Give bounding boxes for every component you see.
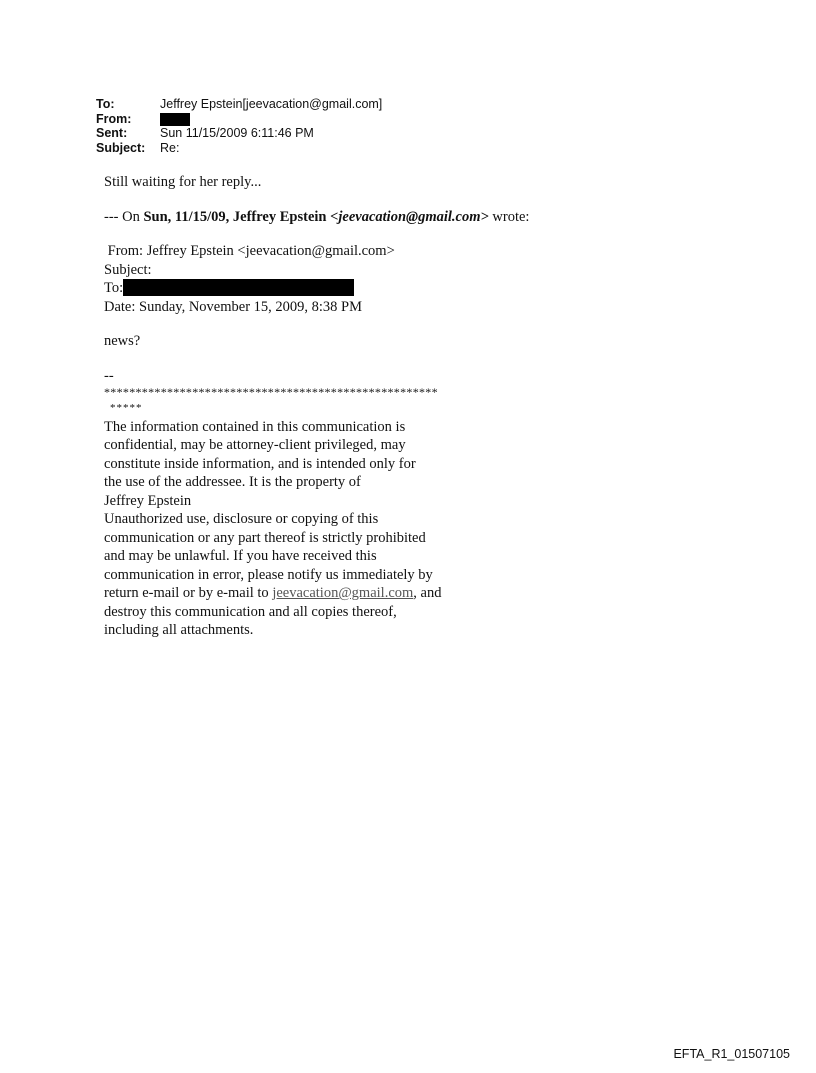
- quoted-to: [104, 279, 529, 298]
- document-id: EFTA_R1_01507105: [673, 1047, 790, 1061]
- subject-value: Re:: [160, 140, 180, 155]
- subject-label: Subject:: [96, 140, 146, 155]
- disclaimer-line: Unauthorized use, disclosure or copying of this: [104, 511, 379, 527]
- disclaimer-line: destroy this communication and all copies thereof,: [104, 603, 397, 620]
- disclaimer: [104, 418, 529, 640]
- signature-stars-long: *****************************************************: [104, 385, 438, 399]
- quoted-message: news?: [104, 333, 141, 349]
- disclaimer-line: the use of the addressee. It is the property of: [104, 474, 361, 490]
- disclaimer-line: and may be unlawful. If you have received this: [104, 548, 377, 564]
- disclaimer-return-prefix: return e-mail or by e-mail to: [104, 585, 273, 601]
- disclaimer-line: communication or any part thereof is strictly prohibited: [104, 529, 426, 546]
- quoted-date: Date: Sunday, November 15, 2009, 8:38 PM: [104, 298, 363, 315]
- quote-intro-prefix: --- On: [104, 208, 144, 225]
- disclaimer-line: constitute inside information, and is intended only for: [104, 455, 416, 472]
- signature-stars-short: *****: [110, 402, 143, 414]
- header-sent-row: [96, 126, 382, 141]
- disclaimer-line: The information contained in this communication is: [104, 418, 406, 435]
- quote-intro-suffix: wrote:: [488, 208, 530, 225]
- disclaimer-line: Jeffrey Epstein: [104, 492, 192, 509]
- sent-value: Sun 11/15/2009 6:11:46 PM: [160, 126, 314, 140]
- from-value: [160, 112, 190, 127]
- quote-intro: [104, 208, 529, 227]
- quoted-to-label: To:: [104, 280, 124, 296]
- disclaimer-line: including all attachments.: [104, 622, 254, 638]
- sent-label: Sent:: [96, 126, 128, 140]
- disclaimer-return-line: [104, 584, 529, 603]
- to-label: To:: [96, 97, 115, 111]
- quoted-from: From: Jeffrey Epstein <jeevacation@gmail.com>: [104, 243, 395, 259]
- header-to-row: [96, 97, 382, 112]
- disclaimer-line: communication in error, please notify us immediately by: [104, 566, 433, 583]
- quote-intro-date: Sun, 11/15/09, Jeffrey Epstein: [143, 208, 331, 225]
- email-header: [96, 97, 382, 155]
- quote-intro-email: <jeevacation@gmail.com>: [330, 208, 489, 225]
- from-label: From:: [96, 111, 132, 126]
- email-link[interactable]: jeevacation@gmail.com: [272, 585, 414, 601]
- header-subject-row: [96, 141, 382, 156]
- redaction-block: [123, 279, 354, 296]
- disclaimer-line: confidential, may be attorney-client privileged, may: [104, 437, 406, 453]
- signature-dashes: --: [104, 367, 114, 384]
- quoted-subject: Subject:: [104, 261, 152, 278]
- header-from-row: [96, 112, 382, 127]
- redaction-block: [160, 113, 190, 126]
- email-body: [104, 173, 529, 640]
- to-value: Jeffrey Epstein[jeevacation@gmail.com]: [160, 97, 383, 111]
- reply-text: Still waiting for her reply...: [104, 174, 262, 190]
- disclaimer-return-suffix: , and: [413, 585, 442, 601]
